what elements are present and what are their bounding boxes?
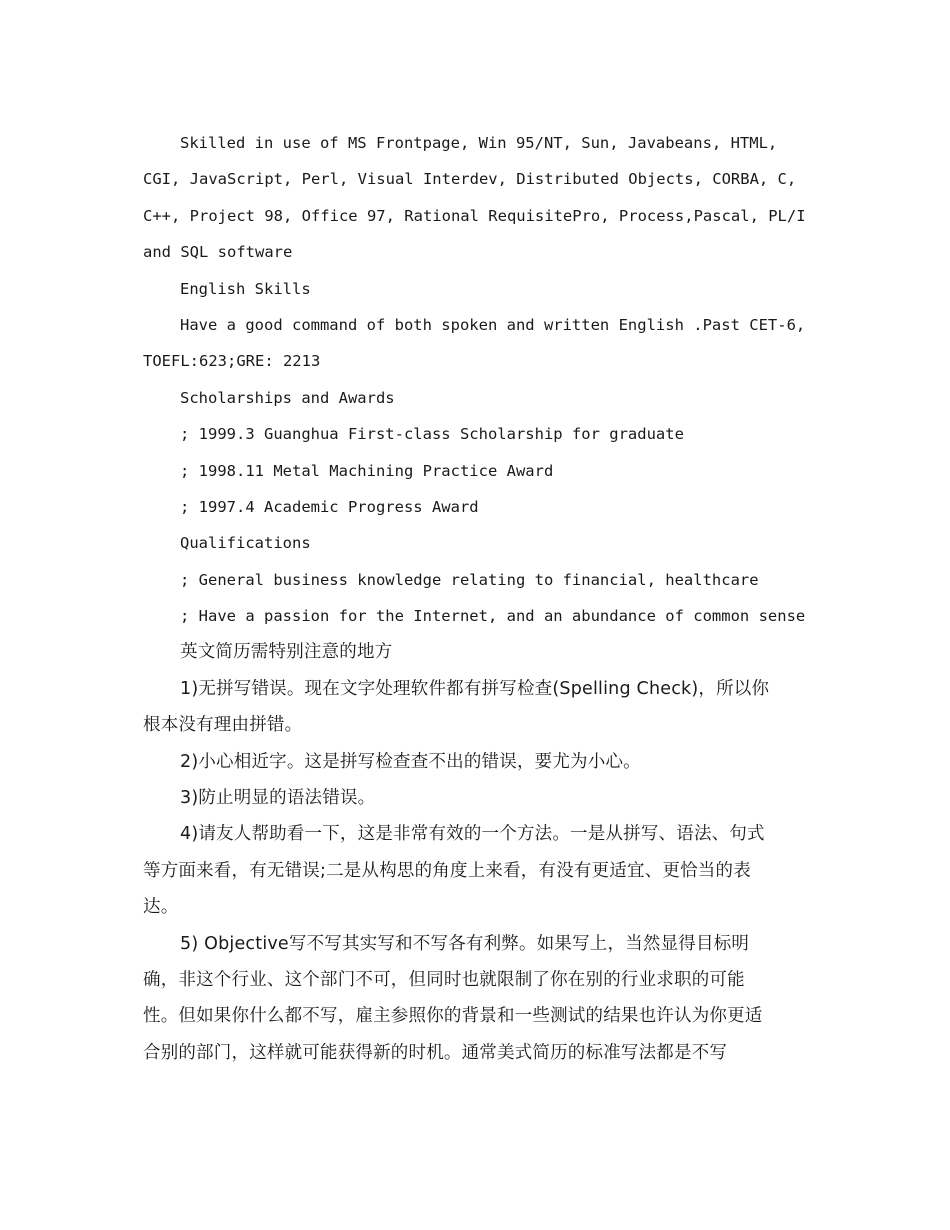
tip-5-line-4: 合别的部门，这样就可能获得新的时机。通常美式简历的标准写法都是不写 bbox=[143, 1042, 728, 1063]
skills-line-4: and SQL software bbox=[143, 243, 293, 262]
award-item-3: ; 1997.4 Academic Progress Award bbox=[180, 497, 479, 516]
tip-5-line-3: 性。但如果你什么都不写，雇主参照你的背景和一些测试的结果也许认为你更适 bbox=[143, 1006, 763, 1027]
tip-5-line-1: 5) Objective写不写其实写和不写各有利弊。如果写上，当然显得目标明 bbox=[180, 933, 750, 954]
skills-line-2: CGI, JavaScript, Perl, Visual Interdev, Distributed Objects, CORBA, C, bbox=[143, 170, 797, 189]
english-skills-line-1: Have a good command of both spoken and written English .Past CET-6, bbox=[180, 315, 806, 334]
tip-2: 2)小心相近字。这是拼写检查查不出的错误，要尤为小心。 bbox=[180, 751, 641, 772]
scholarships-heading: Scholarships and Awards bbox=[180, 388, 395, 407]
qualifications-heading: Qualifications bbox=[180, 534, 311, 553]
tip-3: 3)防止明显的语法错误。 bbox=[180, 788, 376, 809]
tip-4-line-1: 4)请友人帮助看一下，这是非常有效的一个方法。一是从拼写、语法、句式 bbox=[180, 824, 765, 845]
award-item-2: ; 1998.11 Metal Machining Practice Award bbox=[180, 461, 554, 480]
tip-1-line-1: 1)无拼写错误。现在文字处理软件都有拼写检查(Spelling Check)，所以你 bbox=[180, 678, 770, 699]
tips-heading: 英文简历需特别注意的地方 bbox=[180, 642, 393, 663]
tip-1-line-2: 根本没有理由拼错。 bbox=[143, 715, 303, 736]
tip-4-line-2: 等方面来看，有无错误;二是从构思的角度上来看，有没有更适宜、更恰当的表 bbox=[143, 860, 751, 881]
tip-5-line-2: 确，非这个行业、这个部门不可，但同时也就限制了你在别的行业求职的可能 bbox=[143, 969, 745, 990]
english-skills-heading: English Skills bbox=[180, 279, 311, 298]
skills-line-3: C++, Project 98, Office 97, Rational RequisitePro, Process,Pascal, PL/I bbox=[143, 206, 806, 225]
document-page bbox=[143, 125, 808, 1071]
qualification-item-1: ; General business knowledge relating to financial, healthcare bbox=[180, 570, 759, 589]
award-item-1: ; 1999.3 Guanghua First-class Scholarship for graduate bbox=[180, 425, 684, 444]
tip-4-line-3: 达。 bbox=[143, 897, 179, 918]
skills-line-1: Skilled in use of MS Frontpage, Win 95/NT, Sun, Javabeans, HTML, bbox=[180, 134, 778, 152]
qualification-item-2: ; Have a passion for the Internet, and an abundance of common sense bbox=[180, 607, 806, 626]
english-skills-line-2: TOEFL:623;GRE: 2213 bbox=[143, 352, 321, 371]
